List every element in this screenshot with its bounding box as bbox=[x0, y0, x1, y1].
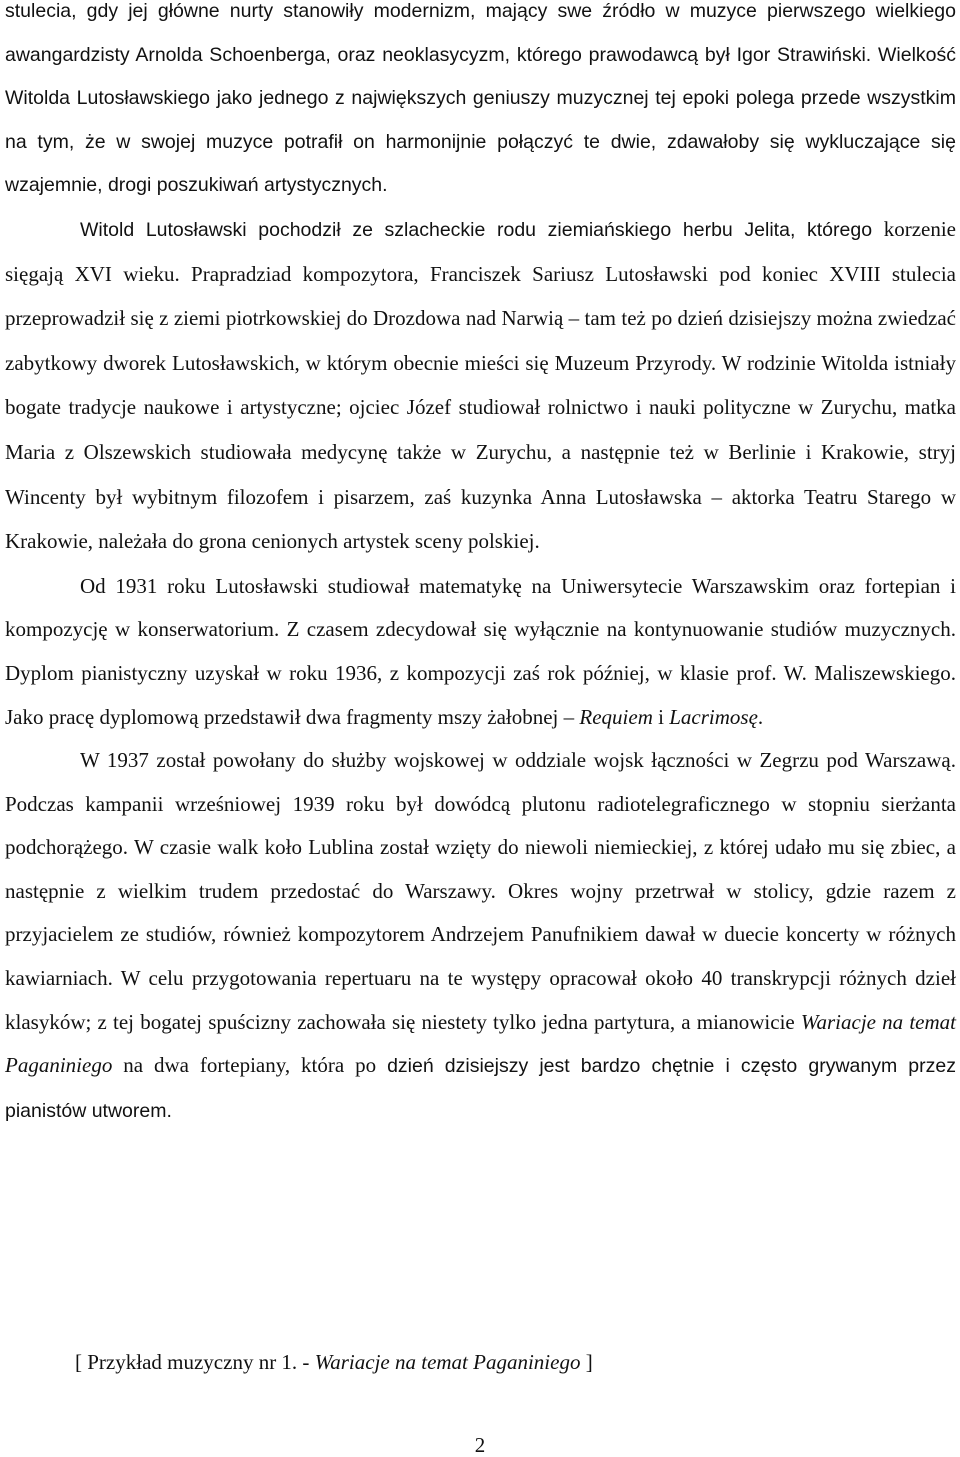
example-open: [ Przykład muzyczny nr 1. - bbox=[75, 1350, 315, 1374]
document-page bbox=[5, 0, 956, 1133]
music-example-reference bbox=[75, 1341, 593, 1385]
paragraph-tail-sans: dzień dzisiejszy jest bardzo chętnie i często grywanym przez pianistów utworem. bbox=[5, 1055, 956, 1122]
work-title-paganini: Wariacje na temat Paganiniego bbox=[5, 1009, 956, 1078]
page-number: 2 bbox=[474, 1433, 486, 1457]
paragraph-text-end: na dwa fortepiany, która po bbox=[112, 1053, 388, 1078]
paragraph-studies bbox=[5, 565, 956, 739]
paragraph-intro bbox=[5, 0, 956, 208]
paragraph-text: W 1937 został powołany do służby wojskowej w oddziale wojsk łączności w Zegrzu pod Warszawą. Podczas kampanii wrześniowej 1939 roku był dowódcą plutonu radiotelegraficznego w stopniu sierżanta podchorążego. W czasie walk koło Lublina został wzięty do niewoli niemieckiej, z której udało mu się zbiec, a następnie z wielkim trudem przedostać do Warszawy. Okres wojny przetrwał w stolicy, gdzie razem z przyjacielem ze studiów, również kompozytorem Andrzejem Panufnikiem dawał w duecie koncerty w różnych kawiarniach. W celu przygotowania repertuaru na te występy opracował około 40 transkrypcji różnych dzieł klasyków; z tej bogatej spuścizny zachowała się niestety tylko jedna partytura, a mianowicie bbox=[5, 748, 956, 1034]
paragraph-text: stulecia, gdy jej główne nurty stanowiły modernizm, mający swe źródło w muzyce pierwszego wielkiego awangardzisty Arnolda Schoenberga, oraz neoklasycyzm, którego prawodawcą był Igor Strawiński. Wielkość Witolda Lutosławskiego jako jednego z największych geniuszy muzycznej tej epoki polega przede wszystkim na tym, że w swojej muzyce potrafił on harmonijnie połączyć te dwie, zdawałoby się wykluczające się wzajemnie, drogi poszukiwań artystycznych. bbox=[5, 0, 956, 197]
paragraph-text-sans: Witold Lutosławski pochodził ze szlacheckie rodu ziemiańskiego herbu Jelita, którego bbox=[80, 218, 884, 241]
work-title-lacrimosa: Lacrimosę bbox=[669, 704, 758, 729]
sentence-end: . bbox=[757, 704, 764, 729]
paragraph-text: Od 1931 roku Lutosławski studiował matematykę na Uniwersytecie Warszawskim oraz fortepian i kompozycję w konserwatorium. Z czasem zdecydował się wyłącznie na kontynuowanie studiów muzycznych. Dyplom pianistyczny uzyskał w roku 1936, z kompozycji zaś rok później, w klasie prof. W. Maliszewskiego. Jako pracę dyplomową przedstawił dwa fragmenty mszy żałobnej – bbox=[5, 573, 956, 729]
paragraph-family bbox=[5, 208, 956, 565]
example-title: Wariacje na temat Paganiniego bbox=[314, 1350, 581, 1374]
conjunction-text: i bbox=[652, 704, 670, 729]
paragraph-text-serif: korzenie sięgają XVI wieku. Prapradziad kompozytora, Franciszek Sariusz Lutosławski pod koniec XVIII stulecia przeprowadził się z ziemi piotrkowskiej do Drozdowa nad Narwią – tam też po dzień dzisiejszy można zwiedzać zabytkowy dworek Lutosławskich, w którym obecnie mieści się Muzeum Przyrody. W rodzinie Witolda istniały bogate tradycje naukowe i artystyczne; ojciec Józef studiował rolnictwo i nauki polityczne w Zurychu, matka Maria z Olszewskich studiowała medycynę także w Zurychu, a następnie też w Berlinie i Krakowie, stryj Wincenty był wybitnym filozofem i pisarzem, zaś kuzynka Anna Lutosławska – aktorka Teatru Starego w Krakowie, należała do grona cenionych artystek sceny polskiej. bbox=[5, 216, 956, 554]
paragraph-war bbox=[5, 739, 956, 1133]
work-title-requiem: Requiem bbox=[579, 704, 653, 729]
example-close: ] bbox=[580, 1350, 593, 1374]
